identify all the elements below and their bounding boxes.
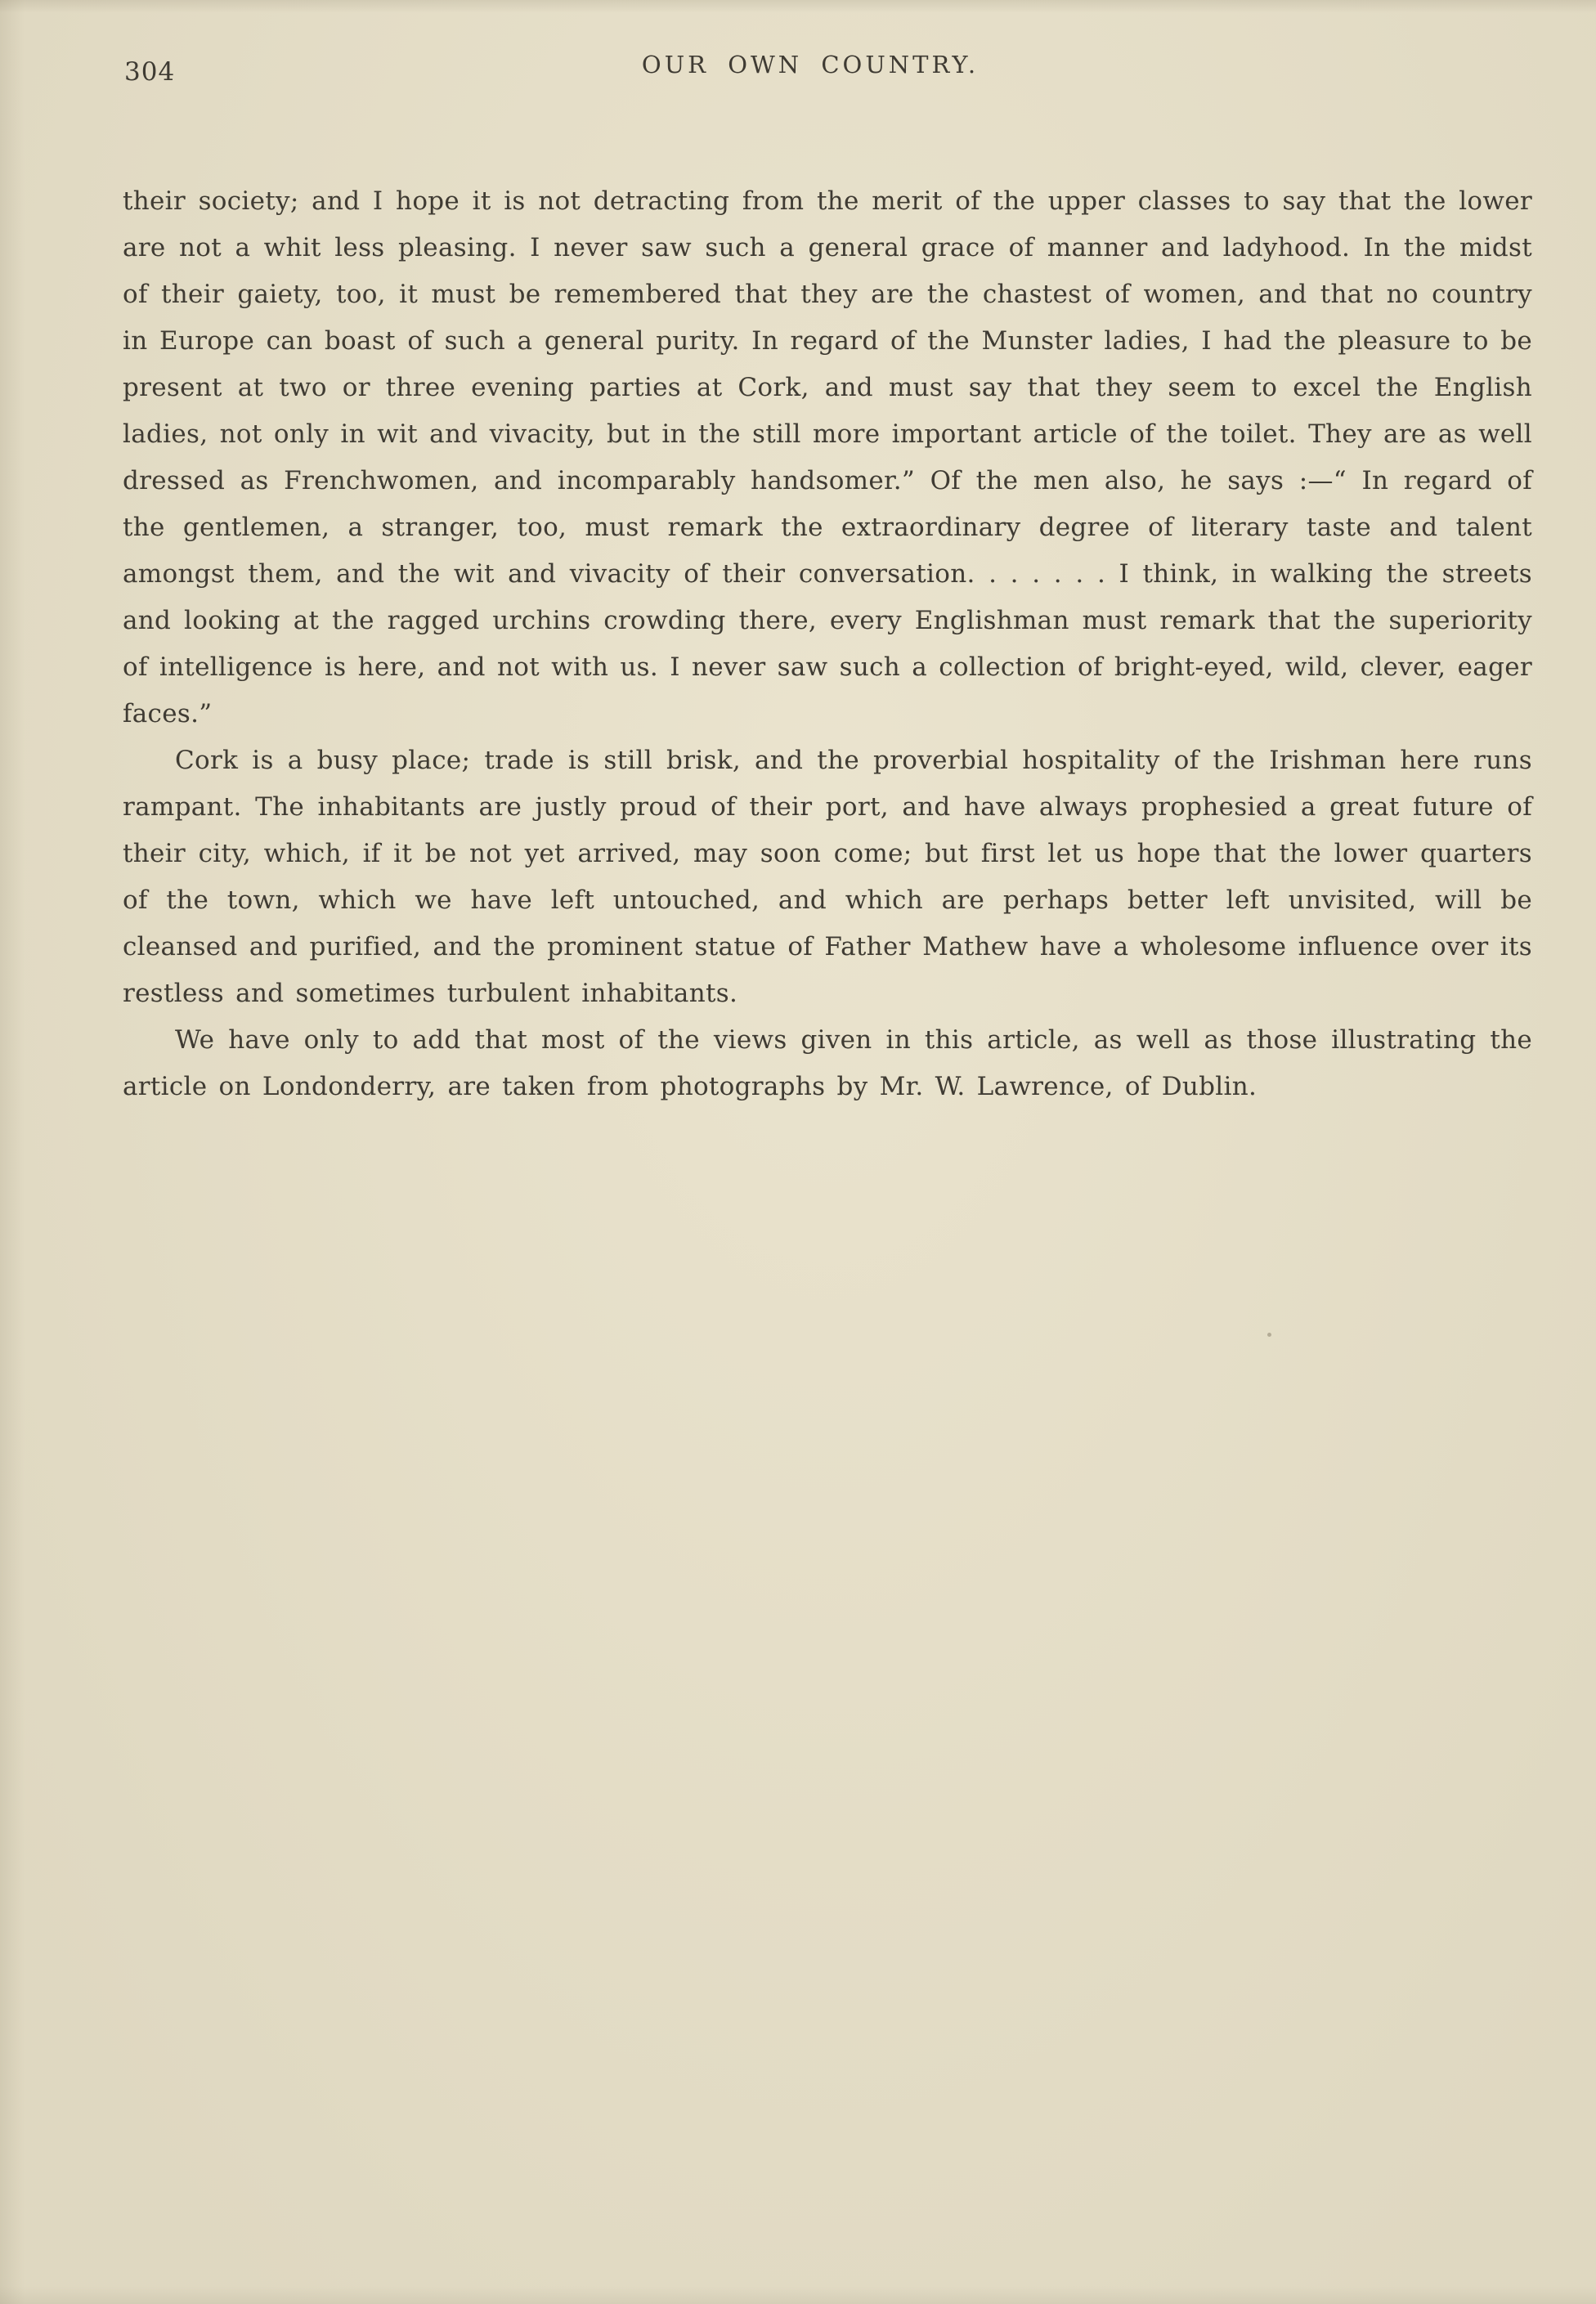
page-number: 304: [124, 57, 176, 87]
paragraph: We have only to add that most of the views given in this article, as well as those illustrating the article on Londonderry, are taken from photographs by Mr. W. Lawrence, of Dublin.: [123, 1025, 1532, 1101]
paragraph: their society; and I hope it is not detracting from the merit of the upper classes to say that the lower are not a whit less pleasing. I never saw such a general grace of manner and ladyhood. In the midst of their gaiety, too, it must be remembered that they are the chastest of women, and that no country in Europe can boast of such a general purity. In regard of the Munster ladies, I had the pleasure to be present at two or three evening parties at Cork, and must say that they seem to excel the English ladies, not only in wit and vivacity, but in the still more important article of the toilet. They are as well dressed as Frenchwomen, and incomparably handsomer.” Of the men also, he says :—“ In regard of the gentlemen, a stranger, too, must remark the extraordinary degree of literary taste and talent amongst them, and the wit and vivacity of their conversation. . . . . . . I think, in walking the streets and looking at the ragged urchins crowding there, every Englishman must remark that the superiority of intelligence is here, and not with us. I never saw such a collection of bright-eyed, wild, clever, eager faces.”: [123, 186, 1532, 728]
scan-speck: [1267, 1333, 1271, 1337]
page-header: [0, 0, 1596, 103]
paragraph: Cork is a busy place; trade is still brisk, and the proverbial hospitality of the Irishman here runs rampant. The inhabitants are justly proud of their port, and have always prophesied a great future of their city, which, if it be not yet arrived, may soon come; but first let us hope that the lower quarters of the town, which we have left untouched, and which are perhaps better left unvisited, will be cleansed and purified, and the prominent statue of Father Mathew have a wholesome influence over its restless and sometimes turbulent inhabitants.: [123, 746, 1532, 1008]
page-body: [0, 103, 1596, 1110]
running-header: OUR OWN COUNTRY.: [641, 51, 980, 78]
